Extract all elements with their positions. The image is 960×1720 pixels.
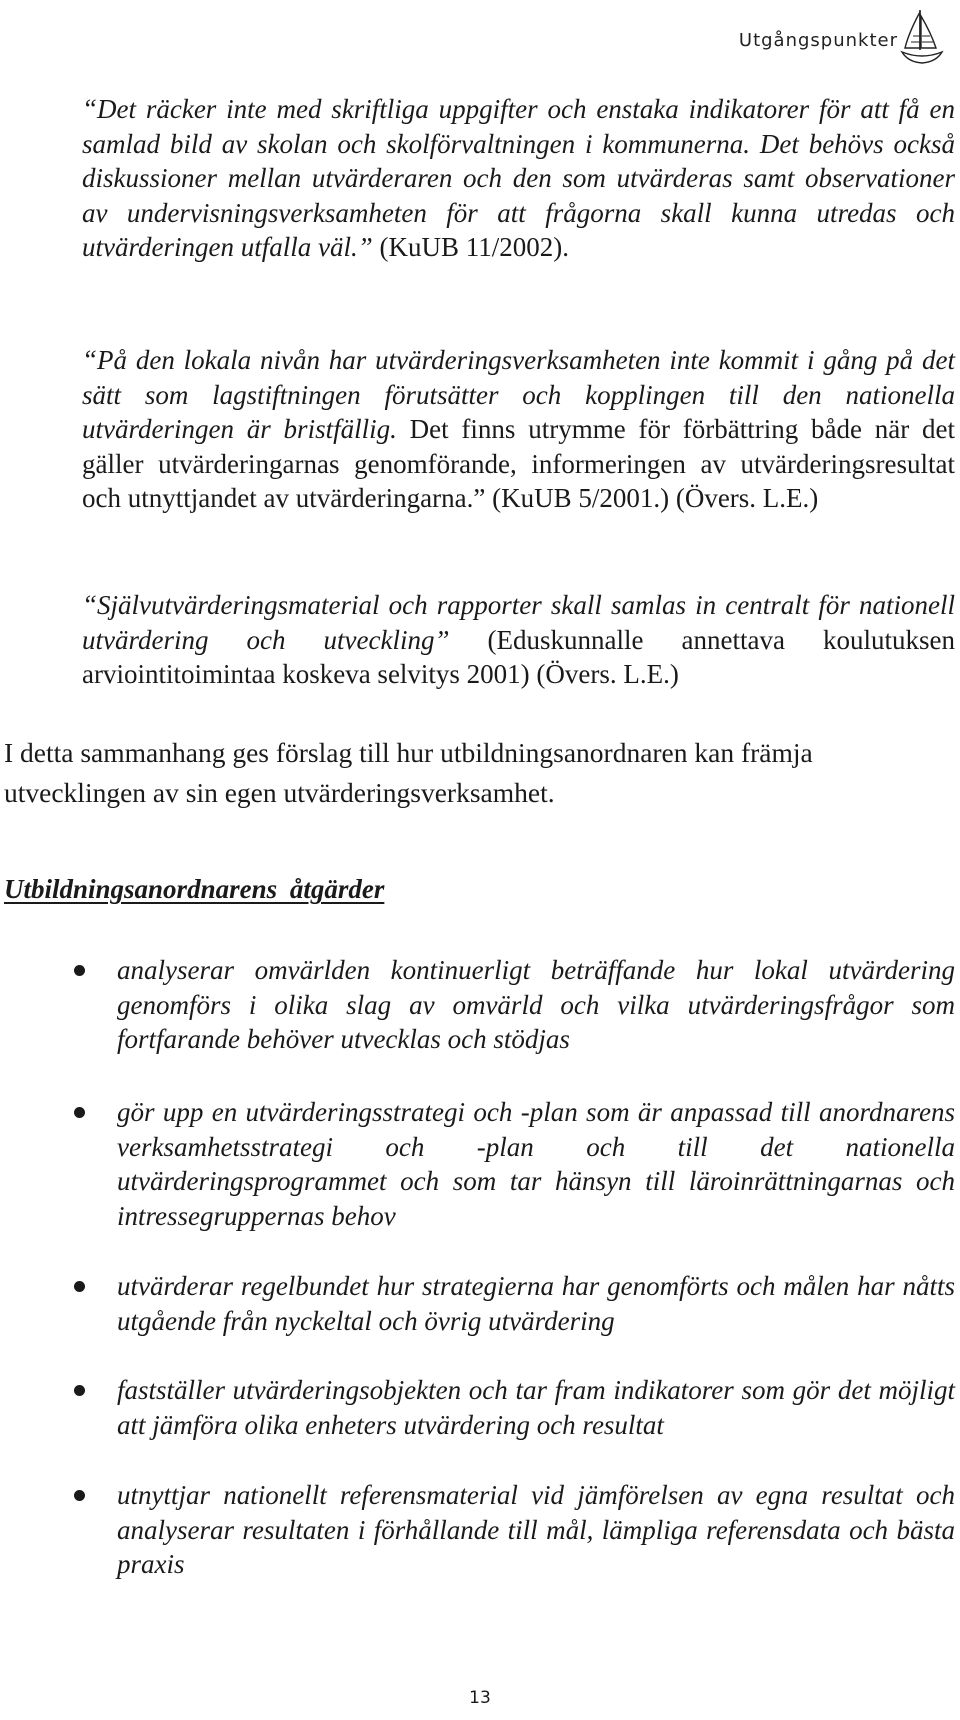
quote-1-italic: “Det räcker inte med skriftliga uppgifter och enstaka indikatorer för att få en samlad bild av skolan och skolförvaltningen i kommunerna. Det behövs också diskussioner mellan utvärderaren och den som utvärderas samt observationer av undervisningsverksamheten för att frågorna skall kunna utredas och utvärderingen utfalla väl.” [82,94,955,262]
list-item-text: fastställer utvärderingsobjekten och tar fram indikatorer som gör det möjligt att jämföra olika enheters utvärdering och resultat [117,1375,955,1440]
bullet-icon [74,1490,85,1501]
header-title: Utgångspunkter [738,29,898,51]
quote-3 [82,588,955,692]
page-number: 13 [469,1688,491,1708]
quote-2-continuation: Det finns utrymme för förbättring både när det gäller utvärderingarnas genomförande, informeringen av utvärderingsresultat och utnyttjandet av utvärderingarna.” (KuUB 5/2001.) (Övers. L.E.) [82,414,956,513]
section-heading: Utbildningsanordnarens åtgärder [4,874,385,904]
quote-2-italic: “På den lokala nivån har utvärderingsverksamheten inte kommit i gång på det sätt som lagstiftningen förutsätter och kopplingen till den nationella utvärderingen är bristfällig. [82,345,955,444]
sail-logo-icon [900,6,944,66]
list-item-text: analyserar omvärlden kontinuerligt beträffande hur lokal utvärdering genomförs i olika slag av omvärld och vilka utvärderingsfrågor som fortfarande behöver utvecklas och stödjas [117,955,955,1054]
body-paragraph: I detta sammanhang ges förslag till hur utbildningsanordnaren kan främja utvecklingen av sin egen utvärderingsverksamhet. [4,737,813,808]
bullet-icon [74,965,85,976]
quote-1 [82,92,955,265]
list-item-text: utnyttjar nationellt referensmaterial vid jämförelsen av egna resultat och analyserar resultaten i förhållande till mål, lämpliga referensdata och bästa praxis [117,1480,955,1579]
bullet-icon [74,1107,85,1118]
list-item-text: utvärderar regelbundet hur strategierna har genomförts och målen har nåtts utgående från nyckeltal och övrig utvärdering [117,1271,955,1336]
bullet-icon [74,1281,85,1292]
bullet-icon [74,1385,85,1396]
page-header [739,6,944,66]
list-item-text: gör upp en utvärderingsstrategi och -plan som är anpassad till anordnarens verksamhetsstrategi och -plan och till det nationella utvärderingsprogrammet och som tar hänsyn till läroinrättningarnas och intressegruppernas behov [117,1097,955,1231]
quote-3-italic: “Självutvärderingsmaterial och rapporter skall samlas in centralt för nationell utvärdering och utveckling” [82,590,955,655]
quote-1-source: (KuUB 11/2002). [372,232,569,262]
quote-3-source: (Eduskunnalle annettava koulutuksen arviointitoimintaa koskeva selvitys 2001) (Övers. L.E.) [82,624,955,689]
quote-2 [82,343,955,516]
